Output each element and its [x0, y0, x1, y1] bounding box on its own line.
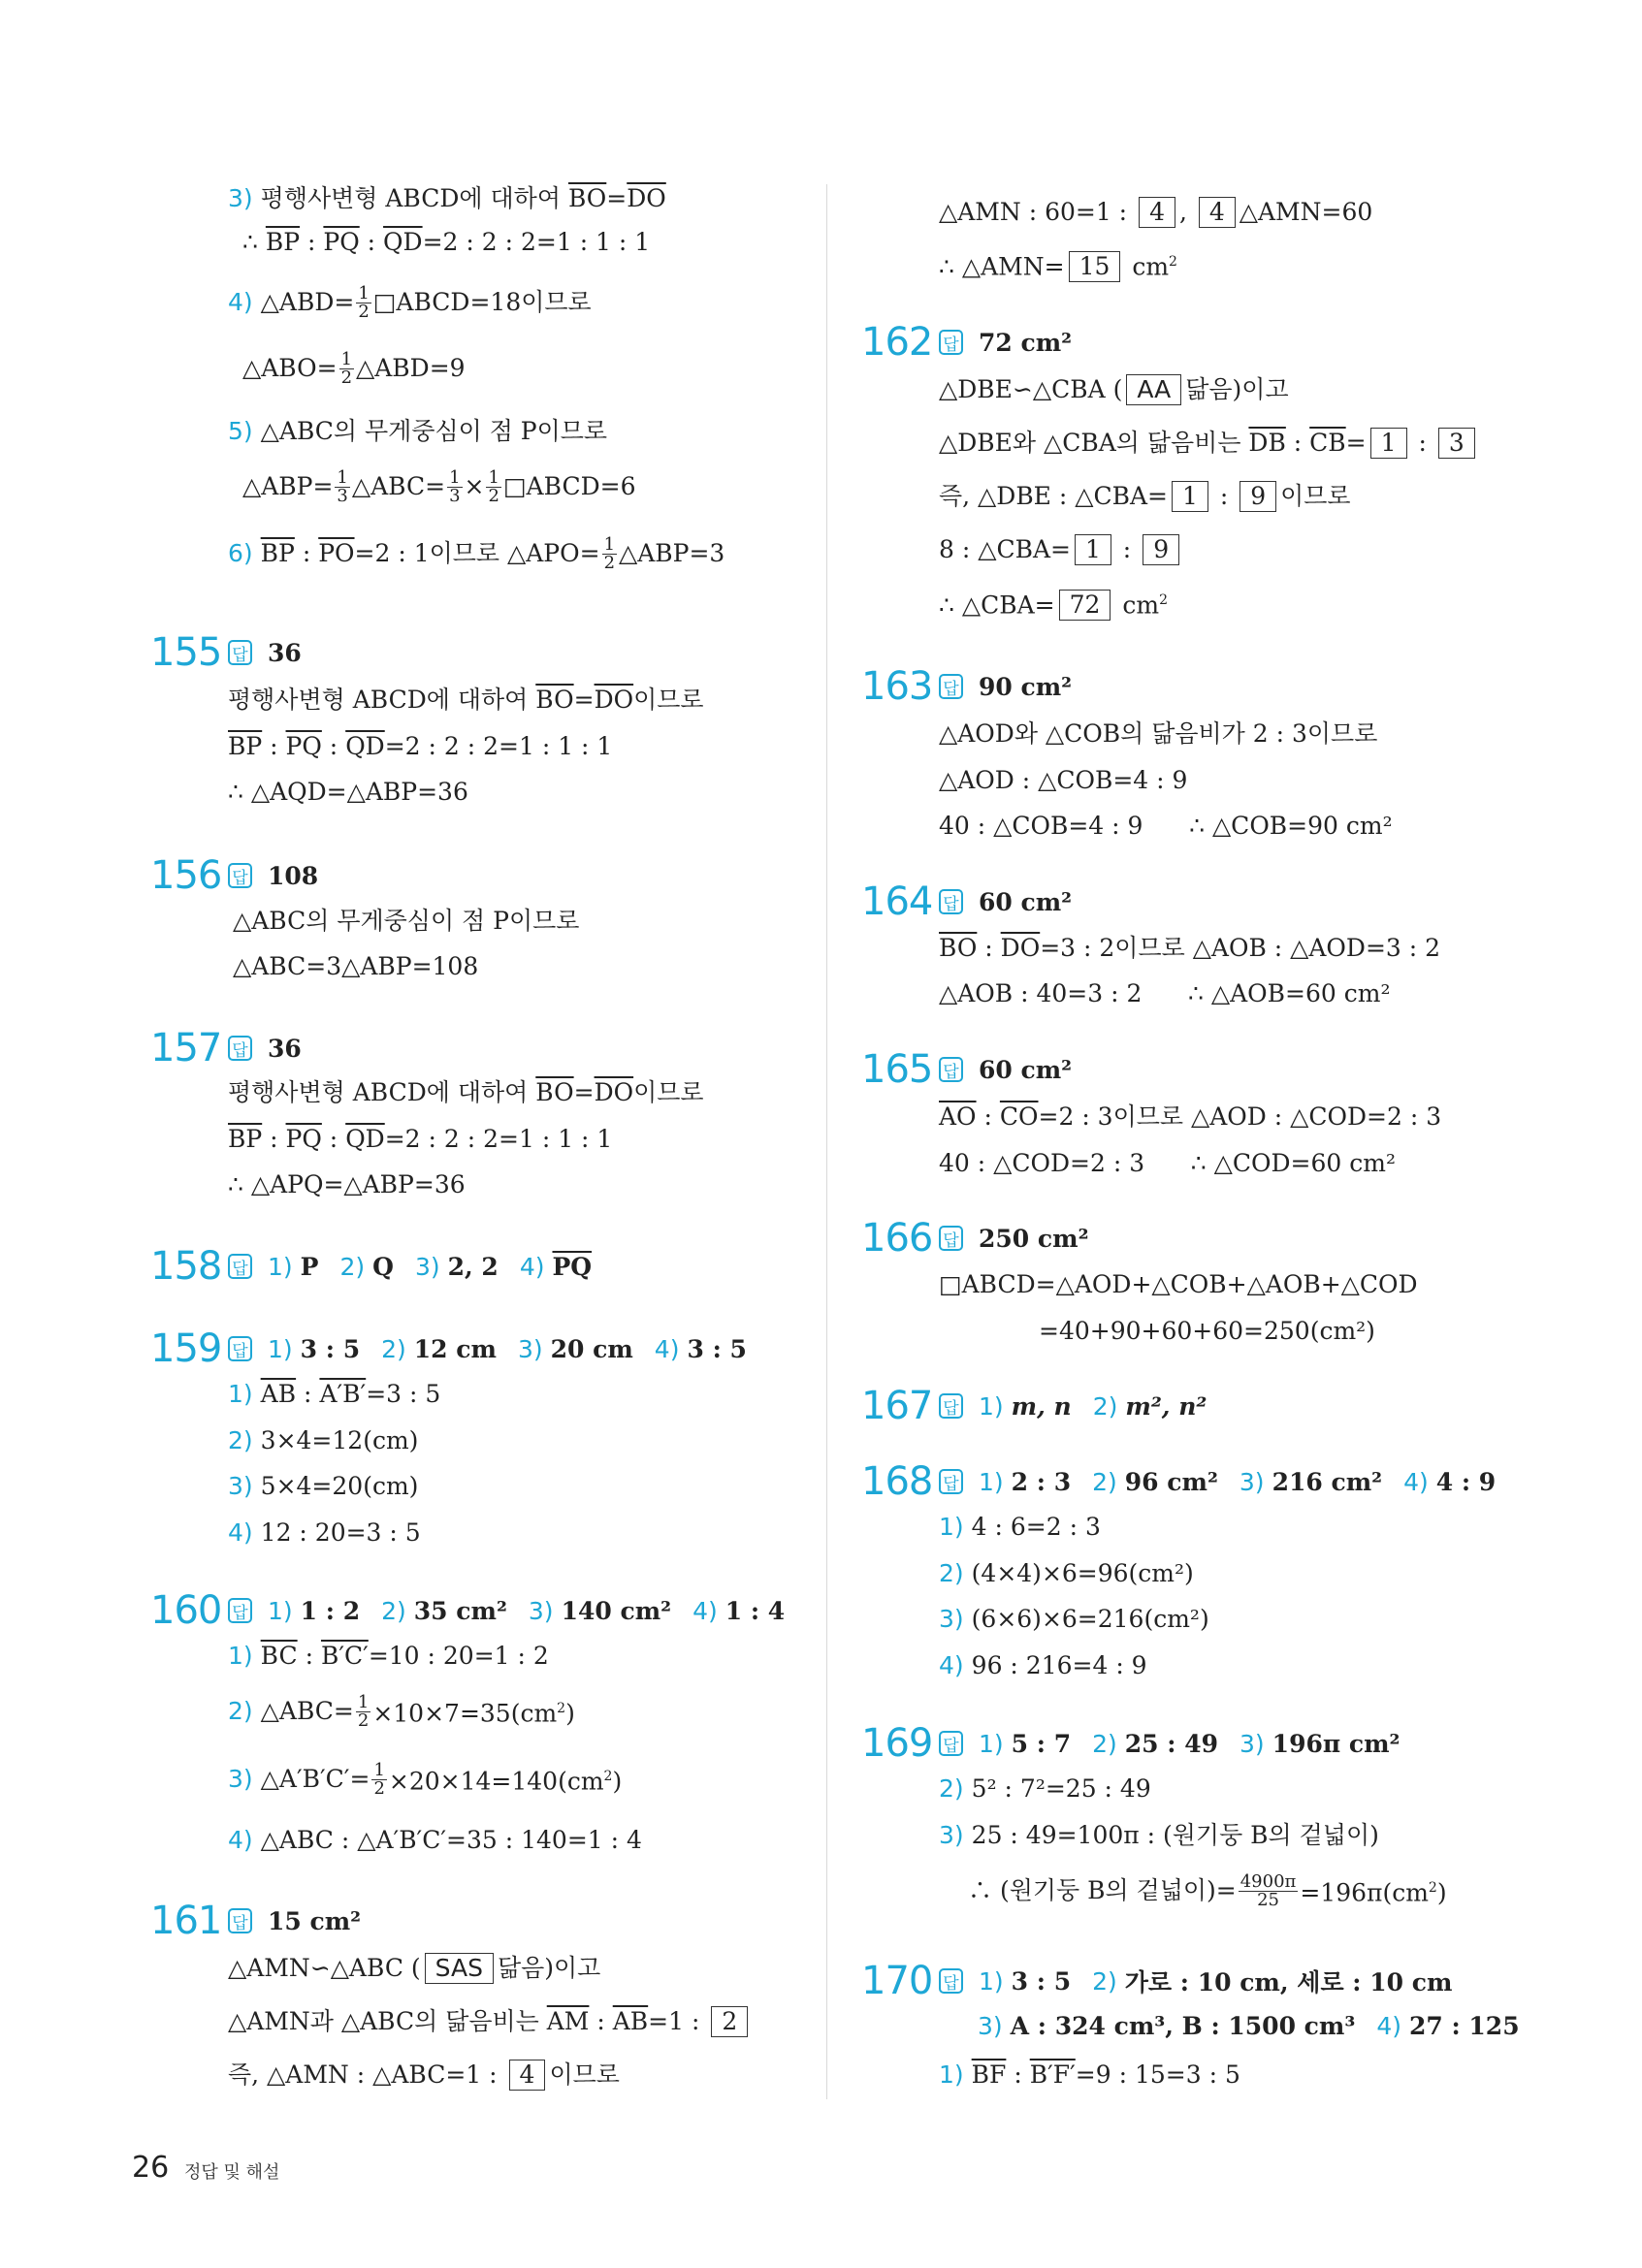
solution-line: ∴ △AQD=△ABP=36 [228, 778, 468, 806]
solution-line: 평행사변형 ABCD에 대하여 $\overline{BO}=\overline{DO}$이므로 [228, 1078, 704, 1106]
answer-header: 답 60 cm² [939, 1047, 1093, 1092]
problem-number: 169 [861, 1721, 933, 1766]
solution-line: 5) △ABC의 무게중심이 점 P이므로 [228, 417, 608, 445]
problem-number: 155 [150, 630, 222, 675]
problem-number: 167 [861, 1384, 933, 1428]
answer-badge: 답 [228, 1908, 252, 1933]
answer-header: 답 1) 2 : 3 2) 96 cm² 3) 216 cm² 4) 4 : 9 [939, 1459, 1517, 1504]
solution-line: △AOD : △COB=4 : 9 [939, 766, 1188, 794]
solution-line: 40 : △COD=2 : 3 ∴ △COD=60 cm² [939, 1149, 1396, 1177]
solution-line: 2) (4×4)×6=96(cm²) [939, 1559, 1194, 1587]
problem-number: 160 [150, 1588, 222, 1633]
solution-line: 1) $\overline{BF}$ : B′F′=9 : 15=3 : 5 [939, 2060, 1240, 2089]
answer-badge: 답 [939, 889, 963, 914]
answer-header: 답 1) m, n 2) m², n² [939, 1384, 1228, 1428]
footer-label: 정답 및 해설 [184, 2162, 280, 2183]
answer-badge: 답 [228, 1598, 252, 1623]
page-number: 26 [132, 2151, 170, 2185]
problem-number: 158 [150, 1244, 222, 1289]
solution-line: △DBE∽△CBA ( AA 닮음)이고 [939, 375, 1289, 403]
answer-badge: 답 [939, 1731, 963, 1756]
answer-badge: 답 [939, 1968, 963, 1994]
answer-badge: 답 [939, 1469, 963, 1494]
solution-line: 6) $\overline{BP}$ : $\overline{PO}=2$ : 1이므로 △APO= $\frac{1}{2}$ △ABP=3 [228, 533, 725, 573]
solution-line: $\overline{AO}$ : $\overline{CO}=2$ : 3이므로 △AOD : △COD=2 : 3 [939, 1102, 1442, 1131]
solution-line: $\overline{BP}$ : $\overline{PQ}$ : $\overline{QD}=2$ : 2 : 2=1 : 1 : 1 [228, 732, 613, 760]
answer-header: 답 1) P 2) Q 3) 2, 2 4) $\overline{PQ}$ [228, 1244, 613, 1289]
answer-badge: 답 [228, 863, 252, 888]
solution-line: 1) $\overline{BC}$ : B′C′=10 : 20=1 : 2 [228, 1642, 549, 1670]
solution-line: 즉, △AMN : △ABC=1 : 4 이므로 [228, 2060, 620, 2089]
problem-number: 156 [150, 853, 222, 898]
solution-line: □ABCD=△AOD+△COB+△AOB+△COD [939, 1270, 1418, 1298]
answer-badge: 답 [939, 1393, 963, 1419]
solution-line: △AMN : 60=1 : 4 , 4 △AMN=60 [939, 198, 1373, 226]
solution-line: 3) 평행사변형 ABCD에 대하여 $\overline{BO}=\overline{DO}$ [228, 184, 666, 212]
answer-header: 답 60 cm² [939, 879, 1093, 924]
answer-header: 답 1) 3 : 5 2) 12 cm 3) 20 cm 4) 3 : 5 [228, 1326, 768, 1371]
solution-line: 2) 3×4=12(cm) [228, 1426, 419, 1454]
solution-line: ∴ △CBA= 72 $cm^2$ [939, 591, 1168, 620]
solution-line: △ABP= $\frac{1}{3}$ △ABC= $\frac{1}{3}$ × $\frac{1}{2}$ □ABCD=6 [242, 466, 636, 506]
problem-number: 168 [861, 1459, 933, 1504]
answer-header: 3) A : 324 cm³, B : 1500 cm³ 4) 27 : 125 [978, 2011, 1520, 2040]
solution-line: 3) △A′B′C′= $\frac{1}{2}$ $\times 20\times 14=140(cm^2)$ [228, 1759, 623, 1799]
solution-line: △ABC의 무게중심이 점 P이므로 [233, 907, 580, 935]
problem-number: 159 [150, 1326, 222, 1371]
solution-line: 3) 25 : 49=100π : (원기둥 B의 겉넓이) [939, 1821, 1379, 1849]
solution-line: ∴ △APQ=△ABP=36 [228, 1170, 466, 1198]
answer-header: 답 72 cm² [939, 320, 1093, 365]
answer-header: 답 1) 1 : 2 2) 35 cm² 3) 140 cm² 4) 1 : 4 [228, 1588, 806, 1633]
problem-number: 157 [150, 1026, 222, 1070]
solution-line: 4) △ABD= $\frac{1}{2}$ □ABCD=18이므로 [228, 282, 592, 322]
problem-number: 164 [861, 879, 933, 924]
solution-line: 3) (6×6)×6=216(cm²) [939, 1605, 1209, 1633]
answer-badge: 답 [228, 640, 252, 665]
solution-line: △ABO= $\frac{1}{2}$ △ABD=9 [242, 348, 466, 388]
answer-header: 답 250 cm² [939, 1216, 1111, 1261]
answer-badge: 답 [228, 1254, 252, 1279]
problem-number: 165 [861, 1047, 933, 1092]
solution-line: 40 : △COB=4 : 9 ∴ △COB=90 cm² [939, 812, 1393, 840]
problem-number: 162 [861, 320, 933, 365]
solution-line: 1) $\overline{AB}$ : A′B′=3 : 5 [228, 1380, 441, 1408]
solution-line: 4) 96 : 216=4 : 9 [939, 1651, 1147, 1679]
solution-line: △AOB : 40=3 : 2 ∴ △AOB=60 cm² [939, 979, 1391, 1007]
solution-line: △AOD와 △COB의 닮음비가 2 : 3이므로 [939, 719, 1378, 748]
answer-badge: 답 [939, 330, 963, 355]
solution-line: $\overline{BO}$ : $\overline{DO}=3$ : 2이므로 △AOB : △AOD=3 : 2 [939, 934, 1441, 962]
problem-number: 163 [861, 664, 933, 709]
solution-line: ∴ (원기둥 B의 겉넓이)= $\frac{4900\pi}{25}$ $=196\pi(cm^2)$ [968, 1870, 1447, 1910]
answer-badge: 답 [228, 1036, 252, 1061]
answer-header: 답 1) 3 : 5 2) 가로 : 10 cm, 세로 : 10 cm [939, 1959, 1473, 2003]
answer-badge: 답 [939, 1057, 963, 1082]
solution-line: 8 : △CBA= 1 : 9 [939, 535, 1183, 564]
solution-line: 4) △ABC : △A′B′C′=35 : 140=1 : 4 [228, 1826, 642, 1854]
answer-header: 답 108 [228, 853, 339, 898]
answer-badge: 답 [939, 1226, 963, 1251]
answer-header: 답 36 [228, 1026, 323, 1070]
problem-number: 166 [861, 1216, 933, 1261]
solution-line: $\overline{BP}$ : $\overline{PQ}$ : $\overline{QD}=2$ : 2 : 2=1 : 1 : 1 [228, 1125, 613, 1153]
problem-number: 161 [150, 1899, 222, 1943]
solution-line: 4) 12 : 20=3 : 5 [228, 1518, 421, 1547]
solution-line: △ABC=3△ABP=108 [233, 952, 479, 980]
answer-badge: 답 [228, 1336, 252, 1361]
answer-header: 답 15 cm² [228, 1899, 382, 1943]
answer-header: 답 36 [228, 630, 323, 675]
solution-line: 3) 5×4=20(cm) [228, 1472, 419, 1500]
solution-line: ∴ △AMN= 15 $cm^2$ [939, 252, 1177, 281]
solution-line: 1) 4 : 6=2 : 3 [939, 1513, 1101, 1541]
solution-line: 평행사변형 ABCD에 대하여 $\overline{BO}=\overline{DO}$이므로 [228, 686, 704, 714]
solution-line: △AMN과 △ABC의 닮음비는 $\overline{AM}$ : $\overline{AB}=1$ : 2 [228, 2007, 752, 2036]
answer-badge: 답 [939, 674, 963, 699]
solution-line: △AMN∽△ABC ( SAS 닮음)이고 [228, 1954, 601, 1982]
problem-number: 170 [861, 1959, 933, 2003]
answer-header: 답 90 cm² [939, 664, 1093, 709]
solution-line: △DBE와 △CBA의 닮음비는 $\overline{DB}$ : $\overline{CB}= 1$ : 3 [939, 429, 1479, 458]
solution-line: ∴ $\overline{BP}$ : $\overline{PQ}$ : $\overline{QD}=2$ : 2 : 2=1 : 1 : 1 [242, 228, 651, 256]
column-divider [826, 184, 827, 2099]
solution-line: 즉, △DBE : △CBA= 1 : 9 이므로 [939, 482, 1351, 510]
answer-header: 답 1) 5 : 7 2) 25 : 49 3) 196π cm² [939, 1721, 1421, 1766]
solution-line: 2) 5² : 7²=25 : 49 [939, 1774, 1151, 1803]
solution-line: 2) △ABC= $\frac{1}{2}$ $\times 10\times 7=35(cm^2)$ [228, 1691, 575, 1731]
solution-line: =40+90+60+60=250(cm²) [1039, 1317, 1375, 1345]
